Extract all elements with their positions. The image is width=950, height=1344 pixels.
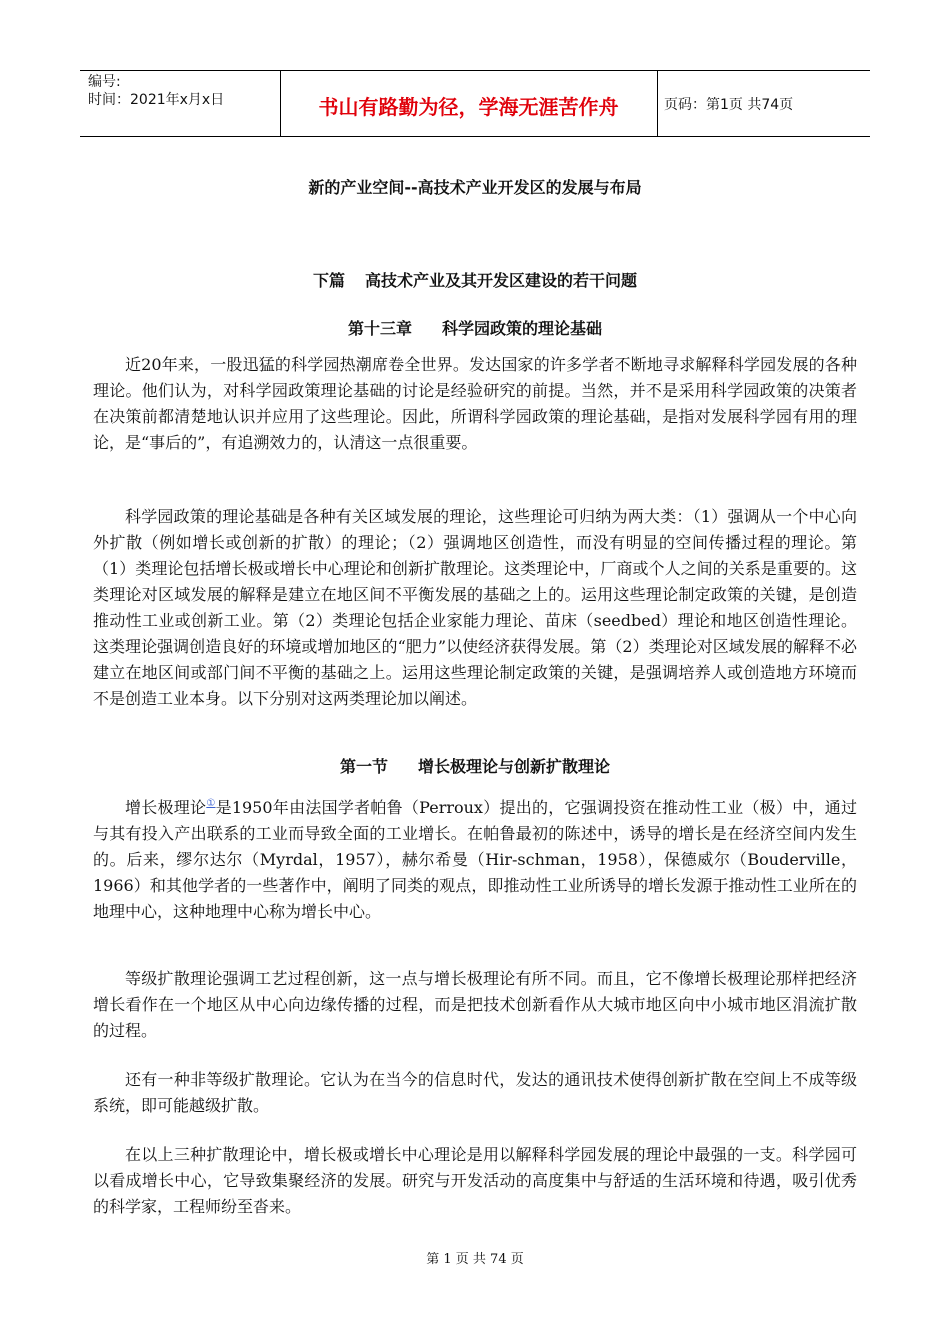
growth-pole-term: 增长极理论 [125,798,207,817]
section-name: 增长极理论与创新扩散理论 [418,757,611,776]
header-motto: 书山有路勤为径，学海无涯苦作舟 [318,95,619,119]
paragraph-theory-categories: 科学园政策的理论基础是各种有关区域发展的理论，这些理论可归纳为两大类：（1）强调从一个中心向外扩散（例如增长或创新的扩散）的理论；（2）强调地区创造性，而没有明显的空间传播过程的理论。第（1）类理论包括增长极或增长中心理论和创新扩散理论。这类理论中，厂商或个人之间的关系是重要的。这类理论对区域发展的解释是建立在地区间不平衡发展的基础之上的。运用这些理论制定政策的关键，是创造推动性工业或创新工业。第（2）类理论包括企业家能力理论、苗床（seedbed）理论和地区创造性理论。这类理论强调创造良好的环境或增加地区的“肥力”以使经济获得发展。第（2）类理论对区域发展的解释不必建立在地区间或部门间不平衡的基础之上。运用这些理论制定政策的关键，是强调培养人或创造地方环境而不是创造工业本身。以下分别对这两类理论加以阐述。 [93,507,857,708]
footnote-link[interactable]: ① [206,798,216,809]
paragraph-intro: 近20年来，一股迅猛的科学园热潮席卷全世界。发达国家的许多学者不断地寻求解释科学园发展的各种理论。他们认为，对科学园政策理论基础的讨论是经验研究的前提。当然，并不是采用科学园政策的决策者在决策前都清楚地认识并应用了这些理论。因此，所谓科学园政策的理论基础，是指对发展科学园有用的理论，是“事后的”，有追溯效力的，认清这一点很重要。 [93,355,857,452]
paragraph-conclusion: 在以上三种扩散理论中，增长极或增长中心理论是用以解释科学园发展的理论中最强的一支。科学园可以看成增长中心，它导致集聚经济的发展。研究与开发活动的高度集中与舒适的生活环境和待遇，吸引优秀的科学家，工程师纷至沓来。 [93,1145,857,1216]
header-info-cell [80,71,281,136]
header-time-label: 时间：2021年x月x日 [88,92,225,108]
chapter-name: 科学园政策的理论基础 [442,319,603,338]
chapter-title [0,316,950,339]
part-name: 高技术产业及其开发区建设的若干问题 [365,271,638,290]
header-page-label: 页码：第1页 共74页 [664,97,794,113]
section-title [0,754,950,777]
header-number-label: 编号: [88,74,121,90]
document-title: 新的产业空间--高技术产业开发区的发展与布局 [308,178,642,197]
page-footer: 第 1 页 共 74 页 [426,1252,524,1267]
chapter-number: 第十三章 [347,319,412,338]
paragraph-hierarchical-diffusion: 等级扩散理论强调工艺过程创新，这一点与增长极理论有所不同。而且，它不像增长极理论那样把经济增长看作在一个地区从中心向边缘传播的过程，而是把技术创新看作从大城市地区向中小城市地区涓流扩散的过程。 [93,969,857,1040]
page-header-table [80,70,870,137]
header-motto-cell [280,71,658,136]
part-number: 下篇 [312,271,345,290]
paragraph-nonhierarchical-diffusion: 还有一种非等级扩散理论。它认为在当今的信息时代，发达的通讯技术使得创新扩散在空间上不成等级系统，即可能越级扩散。 [93,1070,857,1115]
header-page-cell [658,71,870,136]
section-number: 第一节 [339,757,388,776]
part-title [0,268,950,291]
growth-pole-text: 是1950年由法国学者帕鲁（Perroux）提出的，它强调投资在推动性工业（极）中，通过与其有投入产出联系的工业而导致全面的工业增长。在帕鲁最初的陈述中，诱导的增长是在经济空间内发生的。后来，缪尔达尔（Myrdal，1957），赫尔希曼（Hir-schman，1958），保德威尔（Bouderville，1966）和其他学者的一些著作中，阐明了同类的观点，即推动性工业所诱导的增长发源于推动性工业所在的地理中心，这种地理中心称为增长中心。 [93,798,857,921]
paragraph-growth-pole [93,795,857,925]
